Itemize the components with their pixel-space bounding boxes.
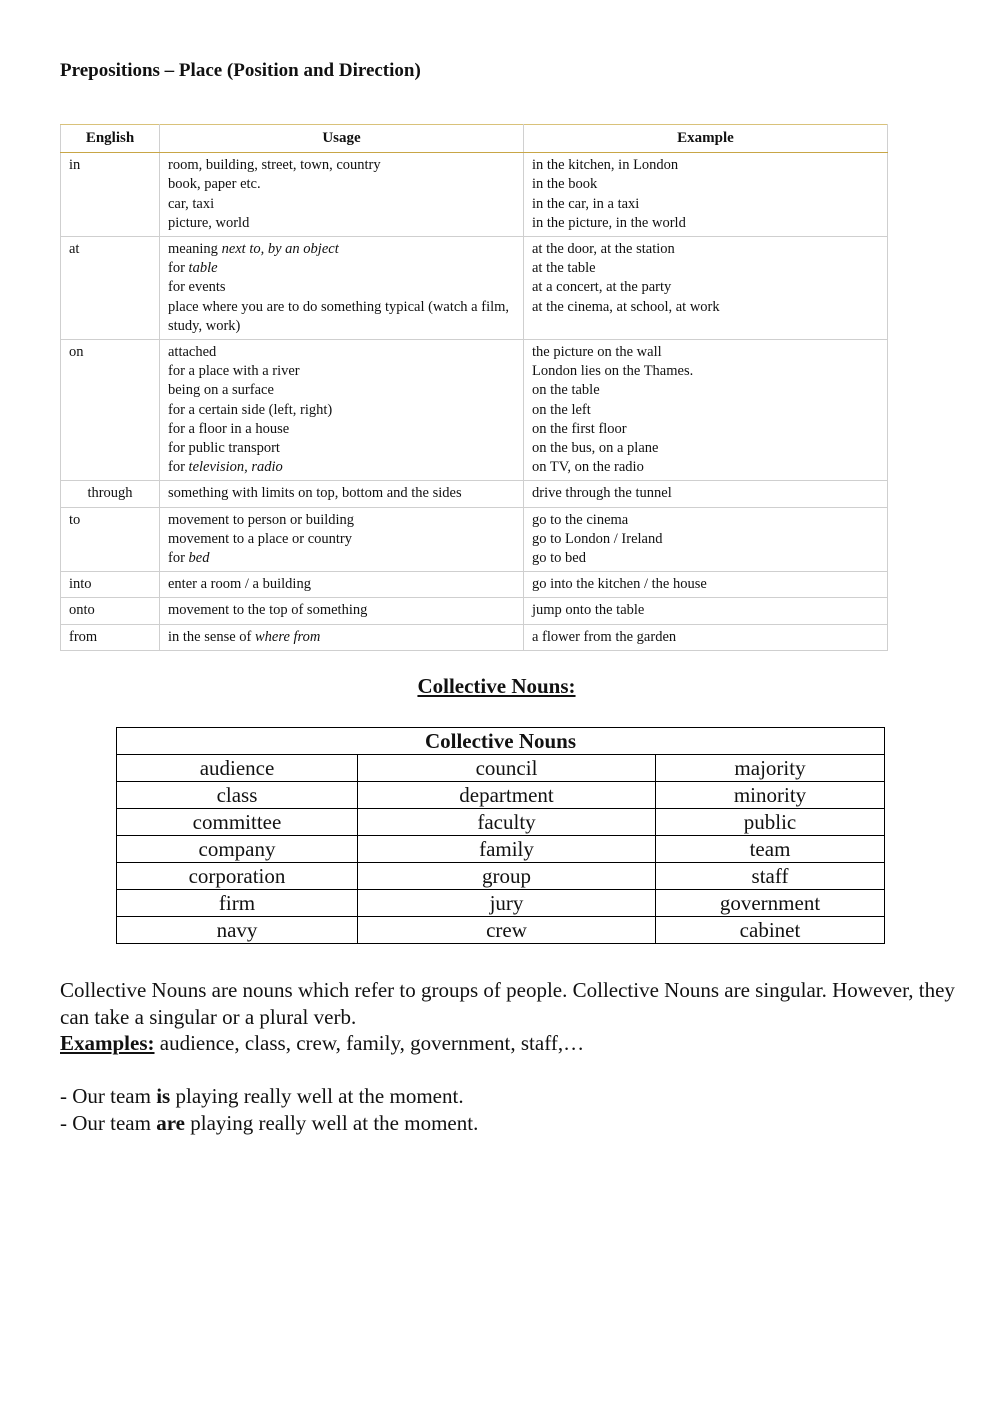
noun-cell: minority	[656, 782, 885, 809]
usage-line: for a certain side (left, right)	[168, 401, 333, 418]
table-row	[117, 863, 885, 890]
noun-cell: team	[656, 836, 885, 863]
noun-cell: cabinet	[656, 917, 885, 944]
noun-cell: audience	[117, 755, 358, 782]
example-line: on TV, on the radio	[532, 459, 644, 476]
examples-label: Examples:	[60, 1031, 155, 1055]
usage-cell	[160, 237, 524, 340]
example-line: in the car, in a taxi	[532, 195, 640, 212]
noun-cell: staff	[656, 863, 885, 890]
example-line: at the table	[532, 260, 596, 277]
table-row	[61, 481, 888, 507]
example-line: the picture on the wall	[532, 344, 662, 361]
usage-line: for bed	[168, 550, 210, 567]
usage-line: attached	[168, 344, 217, 361]
noun-cell: committee	[117, 809, 358, 836]
usage-line: for public transport	[168, 440, 280, 457]
usage-cell	[160, 572, 524, 598]
preposition-word: onto	[61, 598, 160, 624]
usage-cell	[160, 598, 524, 624]
example-line: on the left	[532, 401, 591, 418]
example-line: drive through the tunnel	[532, 485, 672, 502]
explanation-text: Collective Nouns are nouns which refer to groups of people. Collective Nouns are singular. However, they can take a singular or a plural verb.	[60, 978, 955, 1029]
header-example: Example	[524, 125, 888, 153]
sentence-verb: are	[156, 1111, 185, 1135]
preposition-word: at	[61, 237, 160, 340]
collective-table-header: Collective Nouns	[117, 728, 885, 755]
example-line: in the book	[532, 176, 598, 193]
sentence-text: - Our team	[60, 1084, 157, 1108]
usage-line: book, paper etc.	[168, 176, 261, 193]
usage-cell	[160, 507, 524, 572]
example-line: on the bus, on a plane	[532, 440, 659, 457]
noun-cell: faculty	[358, 809, 656, 836]
table-row	[61, 340, 888, 481]
usage-line: for events	[168, 279, 226, 296]
table-row	[117, 755, 885, 782]
noun-cell: corporation	[117, 863, 358, 890]
usage-line: movement to person or building	[168, 511, 355, 528]
preposition-word: to	[61, 507, 160, 572]
page-title: Prepositions – Place (Position and Direction)	[60, 60, 421, 81]
collective-nouns-heading: Collective Nouns:	[417, 674, 576, 698]
usage-line: something with limits on top, bottom and the sides	[168, 485, 462, 502]
noun-cell: department	[358, 782, 656, 809]
noun-cell: council	[358, 755, 656, 782]
usage-line: for a floor in a house	[168, 420, 290, 437]
table-row	[61, 572, 888, 598]
example-cell	[524, 481, 888, 507]
example-cell	[524, 624, 888, 650]
example-line: London lies on the Thames.	[532, 363, 694, 380]
example-line: in the kitchen, in London	[532, 157, 679, 174]
example-line: jump onto the table	[532, 602, 645, 619]
usage-line: meaning next to, by an object	[168, 241, 339, 258]
noun-cell: jury	[358, 890, 656, 917]
example-line: at the cinema, at school, at work	[532, 298, 720, 315]
noun-cell: public	[656, 809, 885, 836]
table-row	[117, 917, 885, 944]
usage-line: place where you are to do something typical (watch a film, study, work)	[168, 298, 510, 334]
usage-line: car, taxi	[168, 195, 215, 212]
header-usage: Usage	[160, 125, 524, 153]
preposition-word: in	[61, 153, 160, 237]
noun-cell: company	[117, 836, 358, 863]
usage-line: in the sense of where from	[168, 628, 321, 645]
example-line: on the table	[532, 382, 600, 399]
usage-line: movement to a place or country	[168, 530, 353, 547]
table-row	[117, 782, 885, 809]
preposition-word: from	[61, 624, 160, 650]
sentence-text: playing really well at the moment.	[184, 1111, 479, 1135]
sentence-verb: is	[156, 1084, 171, 1108]
usage-cell	[160, 624, 524, 650]
preposition-word: on	[61, 340, 160, 481]
usage-line: for a place with a river	[168, 363, 300, 380]
usage-line: for table	[168, 260, 218, 277]
preposition-word: into	[61, 572, 160, 598]
table-row	[117, 836, 885, 863]
example-cell	[524, 340, 888, 481]
noun-cell: crew	[358, 917, 656, 944]
example-line: go to London / Ireland	[532, 530, 663, 547]
example-cell	[524, 153, 888, 237]
collective-nouns-explanation	[60, 977, 960, 1057]
example-line: on the first floor	[532, 420, 627, 437]
example-line: go into the kitchen / the house	[532, 576, 707, 593]
usage-line: movement to the top of something	[168, 602, 368, 619]
prepositions-table	[60, 124, 888, 651]
usage-line: being on a surface	[168, 382, 274, 399]
noun-cell: group	[358, 863, 656, 890]
example-line: at a concert, at the party	[532, 279, 672, 296]
noun-cell: majority	[656, 755, 885, 782]
example-line: at the door, at the station	[532, 241, 675, 258]
example-cell	[524, 598, 888, 624]
sentence-text: playing really well at the moment.	[170, 1084, 464, 1108]
example-sentence-plural	[60, 1111, 478, 1136]
noun-cell: firm	[117, 890, 358, 917]
table-row	[117, 890, 885, 917]
noun-cell: government	[656, 890, 885, 917]
example-cell	[524, 507, 888, 572]
usage-line: picture, world	[168, 214, 250, 231]
usage-cell	[160, 340, 524, 481]
example-sentence-singular	[60, 1084, 464, 1109]
example-line: a flower from the garden	[532, 628, 677, 645]
noun-cell: class	[117, 782, 358, 809]
example-cell	[524, 237, 888, 340]
table-row	[61, 624, 888, 650]
noun-cell: navy	[117, 917, 358, 944]
table-header-row	[117, 728, 885, 755]
noun-cell: family	[358, 836, 656, 863]
example-line: in the picture, in the world	[532, 214, 686, 231]
usage-line: for television, radio	[168, 459, 283, 476]
table-row	[61, 598, 888, 624]
table-row	[61, 507, 888, 572]
usage-line: enter a room / a building	[168, 576, 311, 593]
table-header-row	[61, 125, 888, 153]
example-line: go to bed	[532, 550, 586, 567]
examples-text: audience, class, crew, family, government, staff,…	[154, 1031, 585, 1055]
usage-cell	[160, 153, 524, 237]
table-row	[61, 237, 888, 340]
table-row	[61, 153, 888, 237]
usage-cell	[160, 481, 524, 507]
usage-line: room, building, street, town, country	[168, 157, 381, 174]
example-line: go to the cinema	[532, 511, 629, 528]
sentence-text: - Our team	[60, 1111, 157, 1135]
preposition-word: through	[61, 481, 160, 507]
table-row	[117, 809, 885, 836]
collective-nouns-table	[116, 727, 885, 944]
example-cell	[524, 572, 888, 598]
header-english: English	[61, 125, 160, 153]
